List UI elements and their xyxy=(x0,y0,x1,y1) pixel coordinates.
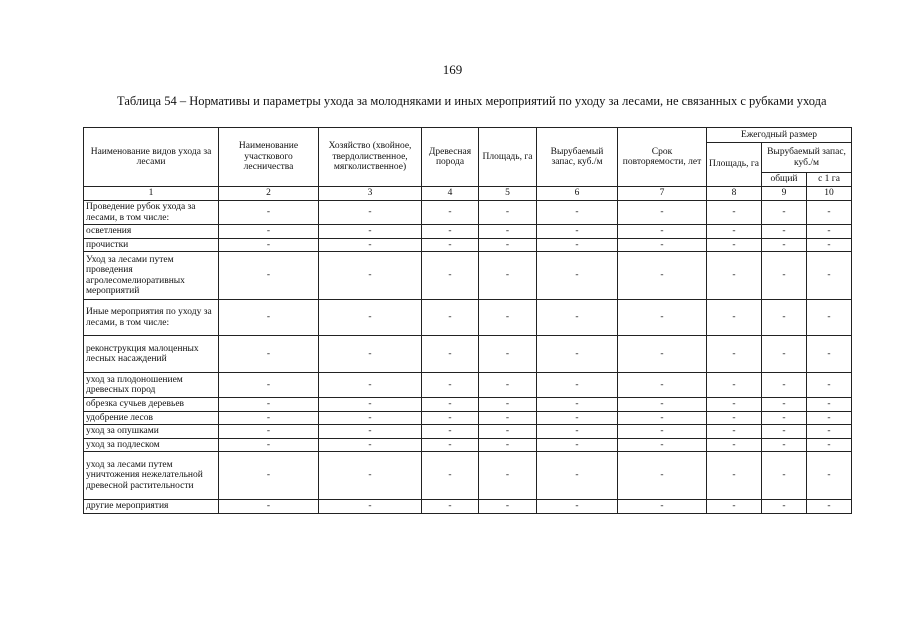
column-number: 1 xyxy=(84,187,219,201)
table-cell: - xyxy=(707,373,762,398)
table-cell: - xyxy=(319,452,422,500)
table-cell: - xyxy=(707,425,762,439)
page-number: 169 xyxy=(442,62,463,77)
table-cell: - xyxy=(762,438,807,452)
column-number: 10 xyxy=(807,187,852,201)
table-cell: - xyxy=(762,238,807,252)
table-cell: - xyxy=(219,398,319,412)
table-row xyxy=(84,373,852,398)
column-number: 9 xyxy=(762,187,807,201)
header-economy: Хозяйство (хвойное, твердолиственное, мягколиственное) xyxy=(319,128,422,187)
table-cell: - xyxy=(707,452,762,500)
table-cell: - xyxy=(618,201,707,225)
table-cell: - xyxy=(762,452,807,500)
table-cell: - xyxy=(219,411,319,425)
table-row xyxy=(84,411,852,425)
table-cell: - xyxy=(479,411,537,425)
table-row xyxy=(84,336,852,373)
column-numbers-row xyxy=(84,187,852,201)
table-cell: - xyxy=(618,225,707,239)
table-cell: - xyxy=(422,500,479,514)
row-label: уход за лесами путем уничтожения нежелательной древесной растительности xyxy=(84,452,219,500)
row-label: уход за плодоношением древесных пород xyxy=(84,373,219,398)
table-cell: - xyxy=(618,398,707,412)
table-cell: - xyxy=(707,336,762,373)
table-cell: - xyxy=(707,438,762,452)
table-row xyxy=(84,398,852,412)
row-label: удобрение лесов xyxy=(84,411,219,425)
table-row xyxy=(84,300,852,336)
table-cell: - xyxy=(319,425,422,439)
table-caption: Таблица 54 – Нормативы и параметры ухода за молодняками и иных мероприятий по уходу за лесами, не связанных с рубками ухода xyxy=(117,94,827,108)
table-cell: - xyxy=(422,425,479,439)
table-cell: - xyxy=(807,300,852,336)
table-cell: - xyxy=(807,500,852,514)
table-cell: - xyxy=(762,373,807,398)
table-cell: - xyxy=(479,300,537,336)
table-cell: - xyxy=(319,438,422,452)
table-cell: - xyxy=(422,300,479,336)
table-cell: - xyxy=(219,225,319,239)
table-cell: - xyxy=(219,452,319,500)
table-cell: - xyxy=(319,238,422,252)
table-cell: - xyxy=(537,411,618,425)
table-cell: - xyxy=(219,500,319,514)
table-cell: - xyxy=(537,238,618,252)
table-cell: - xyxy=(319,398,422,412)
table-cell: - xyxy=(219,238,319,252)
row-label: Иные мероприятия по уходу за лесами, в том числе: xyxy=(84,300,219,336)
table-cell: - xyxy=(479,452,537,500)
row-label: осветления xyxy=(84,225,219,239)
header-annual-area: Площадь, га xyxy=(707,143,762,187)
table-cell: - xyxy=(537,225,618,239)
row-label: реконструкция малоценных лесных насаждений xyxy=(84,336,219,373)
table-cell: - xyxy=(422,398,479,412)
row-label: Уход за лесами путем проведения агролесомелиоративных мероприятий xyxy=(84,252,219,300)
table-cell: - xyxy=(618,238,707,252)
table-cell: - xyxy=(807,201,852,225)
table-cell: - xyxy=(319,411,422,425)
table-cell: - xyxy=(618,500,707,514)
table-cell: - xyxy=(537,425,618,439)
table-cell: - xyxy=(707,201,762,225)
header-per-ha: с 1 га xyxy=(807,173,852,187)
table-cell: - xyxy=(762,411,807,425)
column-number: 7 xyxy=(618,187,707,201)
table-cell: - xyxy=(219,425,319,439)
table-cell: - xyxy=(618,300,707,336)
table-row xyxy=(84,225,852,239)
table-cell: - xyxy=(319,500,422,514)
column-number: 8 xyxy=(707,187,762,201)
header-total: общий xyxy=(762,173,807,187)
table-cell: - xyxy=(537,438,618,452)
table-cell: - xyxy=(762,398,807,412)
table-cell: - xyxy=(422,252,479,300)
table-cell: - xyxy=(618,336,707,373)
table-cell: - xyxy=(807,425,852,439)
table-cell: - xyxy=(618,373,707,398)
table-cell: - xyxy=(807,238,852,252)
table-row xyxy=(84,252,852,300)
table-body xyxy=(84,201,852,514)
table-cell: - xyxy=(219,438,319,452)
table-row xyxy=(84,452,852,500)
column-number: 3 xyxy=(319,187,422,201)
table-row xyxy=(84,425,852,439)
table-cell: - xyxy=(807,336,852,373)
table-cell: - xyxy=(537,452,618,500)
table-cell: - xyxy=(762,336,807,373)
table-cell: - xyxy=(479,398,537,412)
table-cell: - xyxy=(618,425,707,439)
table-cell: - xyxy=(479,500,537,514)
table-cell: - xyxy=(479,201,537,225)
header-felled-volume: Вырубаемый запас, куб./м xyxy=(537,128,618,187)
table-cell: - xyxy=(219,252,319,300)
header-care-type: Наименование видов ухода за лесами xyxy=(84,128,219,187)
table-cell: - xyxy=(422,225,479,239)
table-cell: - xyxy=(422,336,479,373)
table-cell: - xyxy=(319,252,422,300)
row-label: уход за опушками xyxy=(84,425,219,439)
table-cell: - xyxy=(319,300,422,336)
table-cell: - xyxy=(219,201,319,225)
norms-table xyxy=(83,127,852,514)
table-cell: - xyxy=(707,238,762,252)
table-cell: - xyxy=(537,300,618,336)
table-cell: - xyxy=(479,252,537,300)
header-tree-species: Древесная порода xyxy=(422,128,479,187)
table-cell: - xyxy=(319,201,422,225)
table-cell: - xyxy=(537,398,618,412)
table-cell: - xyxy=(479,238,537,252)
row-label: Проведение рубок ухода за лесами, в том числе: xyxy=(84,201,219,225)
table-cell: - xyxy=(807,452,852,500)
column-number: 2 xyxy=(219,187,319,201)
table-row xyxy=(84,201,852,225)
table-cell: - xyxy=(422,373,479,398)
table-cell: - xyxy=(618,411,707,425)
row-label: обрезка сучьев деревьев xyxy=(84,398,219,412)
table-cell: - xyxy=(807,398,852,412)
table-cell: - xyxy=(422,201,479,225)
table-cell: - xyxy=(422,452,479,500)
table-cell: - xyxy=(807,411,852,425)
table-cell: - xyxy=(762,300,807,336)
table-cell: - xyxy=(707,225,762,239)
table-cell: - xyxy=(537,373,618,398)
table-cell: - xyxy=(479,336,537,373)
table-cell: - xyxy=(807,373,852,398)
table-cell: - xyxy=(319,225,422,239)
table-cell: - xyxy=(479,438,537,452)
header-annual-volume: Вырубаемый запас, куб./м xyxy=(762,143,852,173)
table-cell: - xyxy=(319,336,422,373)
table-cell: - xyxy=(479,425,537,439)
table-cell: - xyxy=(219,373,319,398)
header-area: Площадь, га xyxy=(479,128,537,187)
table-cell: - xyxy=(707,500,762,514)
table-cell: - xyxy=(422,411,479,425)
table-cell: - xyxy=(537,252,618,300)
table-cell: - xyxy=(618,452,707,500)
column-number: 6 xyxy=(537,187,618,201)
table-cell: - xyxy=(762,425,807,439)
table-cell: - xyxy=(707,411,762,425)
table-cell: - xyxy=(707,252,762,300)
header-forestry-district: Наименование участкового лесничества xyxy=(219,128,319,187)
table-cell: - xyxy=(219,336,319,373)
table-cell: - xyxy=(422,438,479,452)
table-cell: - xyxy=(479,373,537,398)
table-cell: - xyxy=(618,252,707,300)
column-number: 4 xyxy=(422,187,479,201)
table-cell: - xyxy=(762,225,807,239)
table-cell: - xyxy=(807,225,852,239)
table-cell: - xyxy=(707,398,762,412)
table-cell: - xyxy=(618,438,707,452)
column-number: 5 xyxy=(479,187,537,201)
table-cell: - xyxy=(707,300,762,336)
table-cell: - xyxy=(762,500,807,514)
table-cell: - xyxy=(422,238,479,252)
table-cell: - xyxy=(807,438,852,452)
table-cell: - xyxy=(762,201,807,225)
header-repeat-period: Срок повторяемости, лет xyxy=(618,128,707,187)
table-cell: - xyxy=(479,225,537,239)
table-cell: - xyxy=(319,373,422,398)
table-cell: - xyxy=(537,201,618,225)
table-cell: - xyxy=(537,500,618,514)
table-cell: - xyxy=(537,336,618,373)
table-cell: - xyxy=(807,252,852,300)
row-label: уход за подлеском xyxy=(84,438,219,452)
table-cell: - xyxy=(762,252,807,300)
table-row xyxy=(84,238,852,252)
table-row xyxy=(84,500,852,514)
row-label: прочистки xyxy=(84,238,219,252)
table-cell: - xyxy=(219,300,319,336)
header-annual-size: Ежегодный размер xyxy=(707,128,852,143)
table-row xyxy=(84,438,852,452)
row-label: другие мероприятия xyxy=(84,500,219,514)
